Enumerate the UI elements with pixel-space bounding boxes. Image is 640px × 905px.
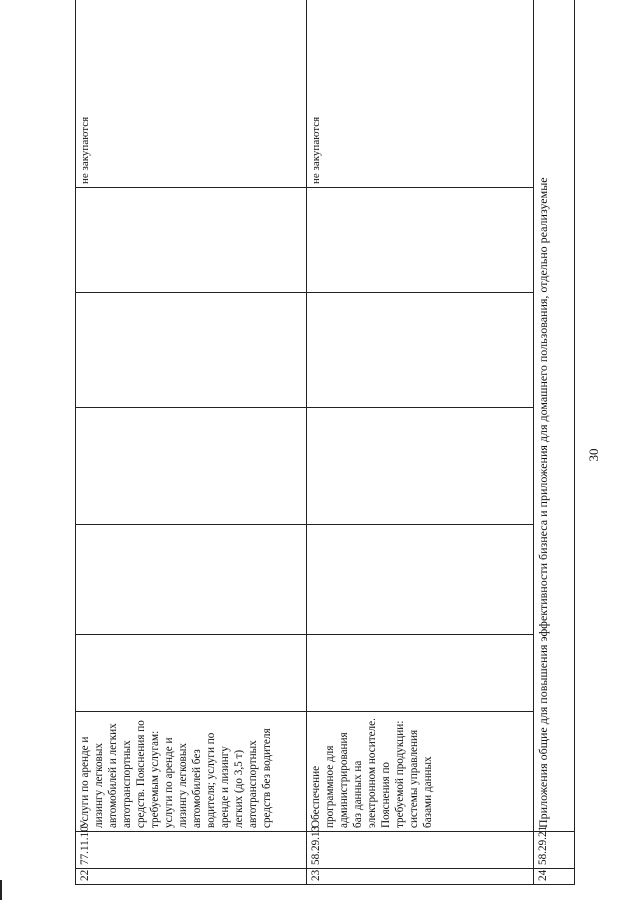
empty-cell [76,188,307,293]
item-description: Услуги по аренде и лизингу легковых автомобилей и легких автотранспортных средств. Пояснения по требуемым услугам: услуги по аренде и лизингу легковых автомобилей без водителя; услуги по аренде и лизингу легких (до 3,5 т) автотранспортных средств без водителя [76,712,307,832]
okpd-code: 77.11.10 [76,832,307,869]
row-number: 23 [307,869,534,885]
empty-cell [76,635,307,712]
empty-cell [307,188,534,293]
okpd-code: 58.29.13 [307,832,534,869]
procurement-table [75,0,575,885]
empty-cell [307,525,534,635]
item-note: не закупаются [76,0,307,188]
empty-cell [76,408,307,525]
row-number: 22 [76,869,307,885]
item-description: Приложения общие для повышения эффективности бизнеса и приложения для домашнего пользования, отдельно реализуемые [534,0,575,832]
page-number: 30 [586,448,601,462]
empty-cell [307,408,534,525]
row-number: 24 [534,869,575,885]
item-note: не закупаются [307,0,534,188]
empty-cell [76,293,307,408]
table-row [307,0,534,885]
table-row [76,0,307,885]
empty-cell [307,293,534,408]
item-description: Обеспечение программное для администрирования баз данных на электронном носителе. Пояснения по требуемой продукции: системы управления базами данных [307,712,534,832]
okpd-code: 58.29.21 [534,832,575,869]
empty-cell [307,635,534,712]
table-row [534,0,575,885]
empty-cell [76,525,307,635]
scan-edge-mark [0,880,2,900]
